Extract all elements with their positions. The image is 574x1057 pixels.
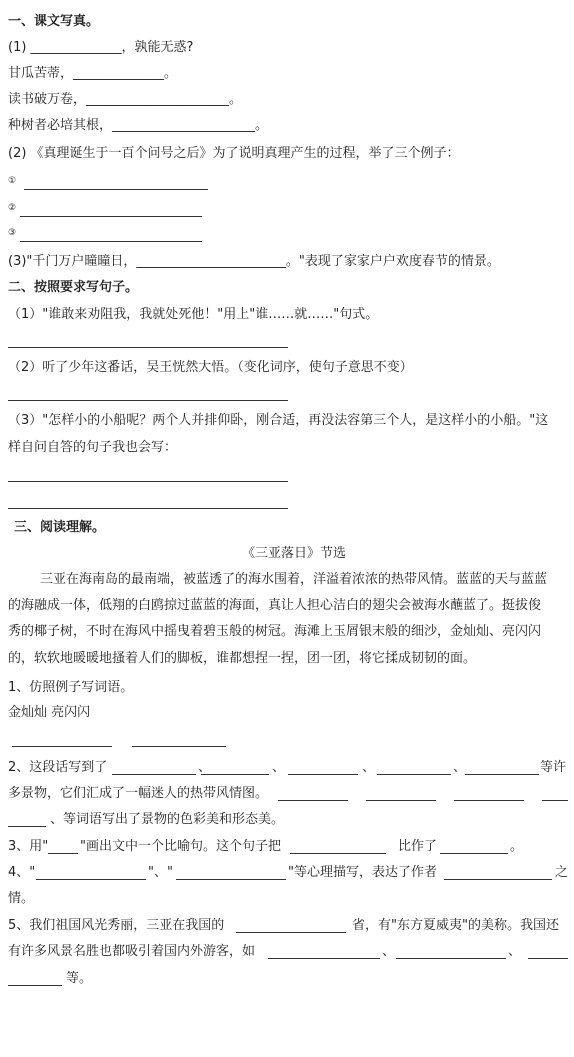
marker-2: ② [8,203,17,213]
reading-q5-mid: 省，有"东方夏威夷"的美称。我国还 [352,918,559,933]
answer-blank[interactable] [288,774,358,775]
section2-heading: 二、按照要求写句子。 [8,280,139,295]
answer-blank[interactable] [465,774,539,775]
reading-q4-line2: 情。 [8,891,35,906]
reading-q2-line2: 多景物，它们汇成了一幅迷人的热带风情图。 [8,786,269,801]
reading-q5-end: 等。 [66,971,93,986]
reading-q1: 1、仿照例子写词语。 [8,680,134,695]
passage-line: 三亚在海南岛的最南端，被蓝透了的海水围着，洋溢着浓浓的热带风情。蓝蓝的天与蓝蓝 [40,572,548,587]
answer-blank[interactable] [444,879,552,880]
answer-blank[interactable] [8,481,288,482]
question-1-2: (2) 《真理诞生于一百个问号之后》为了说明真理产生的过程，举了三个例子： [8,146,460,161]
answer-blank[interactable] [268,958,380,959]
answer-blank[interactable] [112,774,196,775]
reading-q4-mid: "、" [148,865,173,880]
question-1-3: (3)"千门万户曈曈日，_______________________。"表现了家家户户欢度春节的情景。 [8,254,500,269]
reading-q3-end: 。 [510,839,524,854]
section1-heading: 一、课文写真。 [8,14,100,29]
line-3: 种树者必培其根，______________________。 [8,118,269,133]
reading-q3-mid2: 比作了 [398,839,438,854]
passage-line: 的，软软地暖暖地搔着人们的脚板，谁都想捏一捏，团一团，将它揉成韧韧的面。 [8,651,477,666]
answer-blank[interactable] [12,746,112,747]
reading-q2-start: 2、这段话写到了 [8,760,108,775]
sentence-task-2: （2）听了少年这番话，吴王恍然大悟。（变化词序，使句子意思不变） [8,360,413,375]
answer-blank[interactable] [8,508,288,509]
answer-blank[interactable] [290,853,386,854]
answer-blank[interactable] [20,216,202,217]
reading-q2-line3: 、等词语写出了景物的色彩美和形态美。 [50,812,285,827]
answer-blank[interactable] [132,746,226,747]
section3-heading: 三、阅读理解。 [14,520,106,535]
answer-blank[interactable] [528,958,568,959]
reading-q2-end: 等许 [540,760,567,775]
separator: 、 [382,944,396,959]
separator: 、 [508,944,522,959]
answer-blank[interactable] [24,189,208,190]
reading-q3-start: 3、用" [8,839,49,854]
answer-blank[interactable] [236,932,346,933]
answer-blank[interactable] [8,400,288,401]
answer-blank[interactable] [278,800,348,801]
reading-q5-start: 5、我们祖国风光秀丽，三亚在我国的 [8,918,225,933]
answer-blank[interactable] [454,800,524,801]
reading-q1-example: 金灿灿 亮闪闪 [8,705,91,720]
answer-blank[interactable] [36,879,146,880]
sentence-task-3-line2: 样自问自答的句子我也会写： [8,440,178,455]
answer-blank[interactable] [396,958,506,959]
answer-blank[interactable] [176,879,286,880]
separator: 、 [362,760,376,775]
passage-line: 秀的椰子树，不时在海风中摇曳着碧玉般的树冠。海滩上玉屑银末般的细沙，金灿灿、亮闪闪 [8,624,542,639]
answer-blank[interactable] [542,800,568,801]
reading-q5-line2: 有许多风景名胜也都吸引着国内外游客，如 [8,944,256,959]
separator: 、 [453,760,467,775]
passage-line: 的海融成一体，低翔的白鸥掠过蓝蓝的海面，真让人担心洁白的翅尖会被海水蘸蓝了。挺拔俊 [8,598,542,613]
separator: 、 [272,760,286,775]
answer-blank[interactable] [201,774,269,775]
question-1-1: (1) ______________，孰能无惑? [8,40,194,55]
answer-blank[interactable] [20,241,202,242]
sentence-task-3-line1: （3）"怎样小的小船呢？两个人并排仰卧，刚合适，再没法容第三个人，是这样小的小船。"这 [8,413,549,428]
answer-blank[interactable] [366,800,436,801]
marker-3: ③ [8,228,17,238]
reading-q4-end: 之 [555,865,569,880]
passage-title: 《三亚落日》节选 [242,546,347,561]
reading-q4-mid2: "等心理描写，表达了作者 [288,865,437,880]
line-2: 读书破万卷，______________________。 [8,92,243,107]
reading-q4-start: 4、" [8,865,36,880]
answer-blank[interactable] [8,826,46,827]
answer-blank[interactable] [440,853,508,854]
answer-blank[interactable] [48,853,78,854]
answer-blank[interactable] [377,774,451,775]
marker-1: ① [8,176,17,186]
line-1: 甘瓜苦蒂，______________。 [8,66,178,81]
separator: 、 [198,760,212,775]
answer-blank[interactable] [8,985,62,986]
reading-q3-mid: "画出文中一个比喻句。这个句子把 [80,839,281,854]
sentence-task-1: （1）"谁敢来劝阻我，我就处死他！"用上"谁……就……"句式。 [8,307,379,322]
answer-blank[interactable] [8,347,288,348]
